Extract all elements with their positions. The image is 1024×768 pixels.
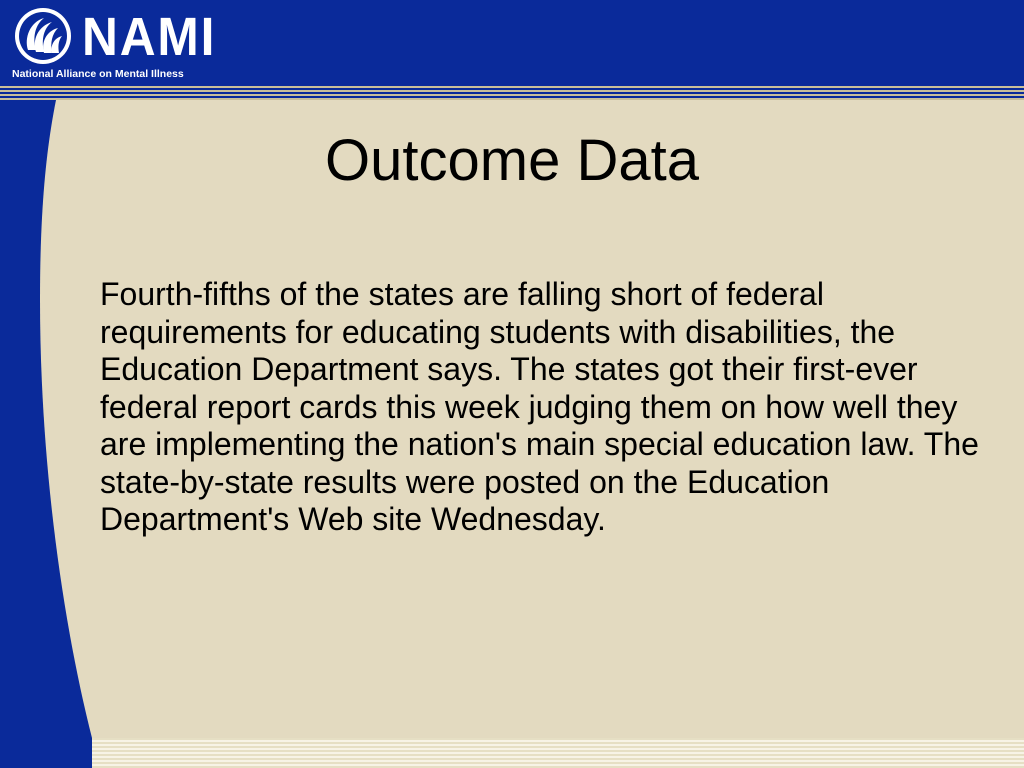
footer-stripes [0, 738, 1024, 768]
logo-wordmark: NAMI [82, 7, 217, 67]
nami-logo [10, 6, 230, 82]
footer-left-band [0, 738, 92, 768]
header-band [0, 0, 1024, 86]
logo-tagline: National Alliance on Mental Illness [12, 68, 184, 80]
slide-body-text: Fourth-fifths of the states are falling short of federal requirements for educating students with disabilities, the Education Department says. The states got their first-ever federal report cards this week judging them on how well they are implementing the nation's main special education law. The state-by-state results were posted on the Education Department's Web site Wednesday. [100, 276, 979, 537]
nami-swirl-logo-icon [10, 6, 76, 66]
header-divider-stripes [0, 86, 1024, 100]
slide-title: Outcome Data [325, 128, 699, 193]
